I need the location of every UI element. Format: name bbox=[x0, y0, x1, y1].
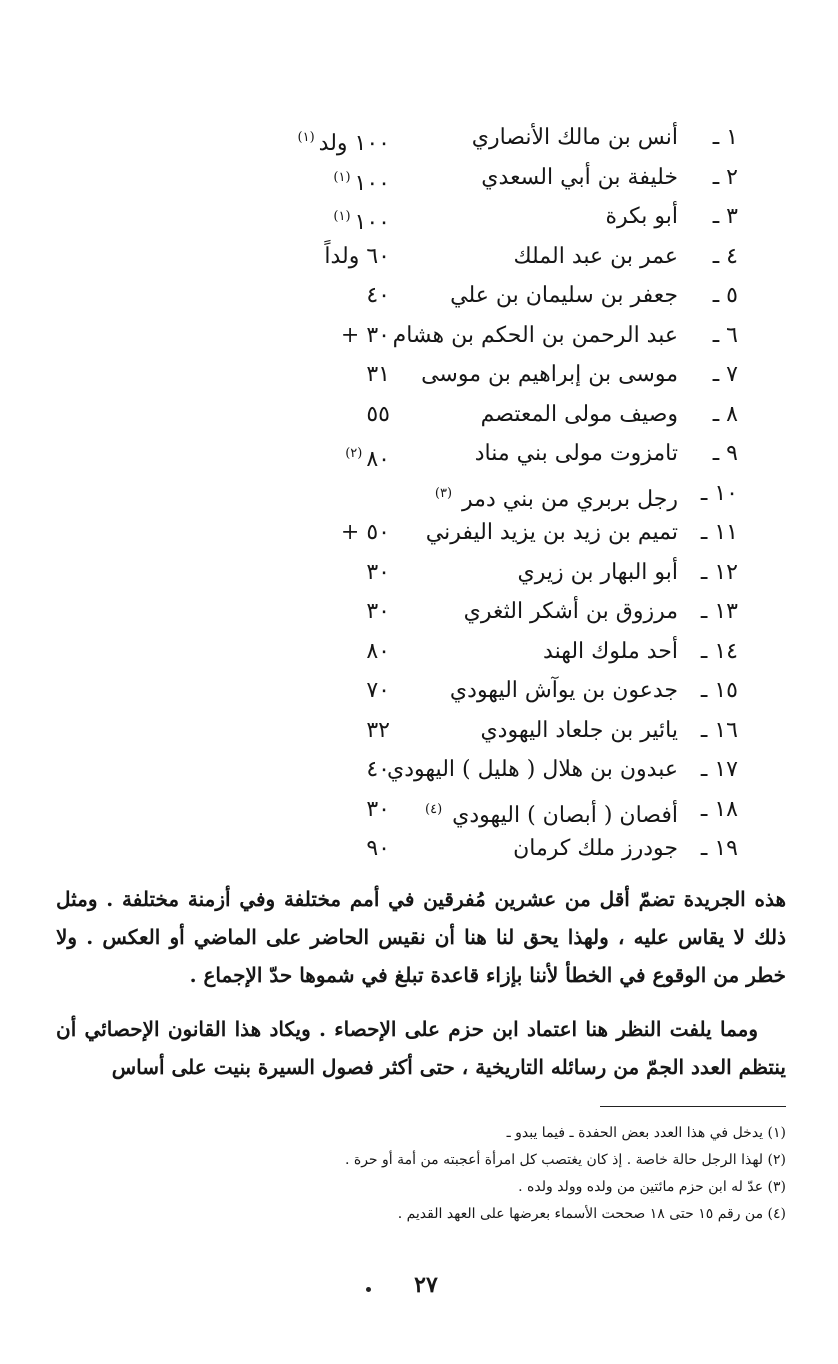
item-name-text: موسى بن إبراهيم بن موسى bbox=[421, 362, 678, 387]
item-count-text: ٨٠ bbox=[366, 638, 390, 664]
list-item bbox=[0, 474, 838, 514]
list-item bbox=[0, 355, 838, 395]
footnote-4: (٤) من رقم ١٥ حتى ١٨ صححت الأسماء بعرضها على العهد القديم . bbox=[397, 1206, 786, 1222]
item-name-text: عبدون بن هلال ( هليل ) اليهودي bbox=[387, 757, 678, 782]
item-name bbox=[475, 434, 678, 474]
footnote-2: (٢) لهذا الرجل حالة خاصة . إذ كان يغتصب كل امرأة أعجبته من أمة أو حرة . bbox=[344, 1152, 786, 1168]
item-count-text: ٣٠ bbox=[366, 796, 390, 822]
list-item bbox=[0, 553, 838, 593]
list-item bbox=[0, 632, 838, 672]
footnote-marker: (٢) bbox=[345, 446, 363, 461]
item-count-text: ٣٠ bbox=[366, 599, 390, 624]
list-item bbox=[0, 829, 838, 869]
page-number: ٢٧ bbox=[414, 1272, 438, 1298]
item-count bbox=[366, 395, 390, 435]
footnote-marker: (١) bbox=[333, 169, 351, 185]
item-name-text: جعفر بن سليمان بن علي bbox=[450, 283, 678, 308]
item-number: ١٨ ـ bbox=[700, 796, 738, 822]
item-count-text: ٤٠ bbox=[366, 283, 390, 308]
item-name bbox=[480, 711, 678, 751]
item-count-text: ٥٠ + bbox=[340, 520, 390, 545]
item-name bbox=[426, 513, 678, 553]
paragraph-1: هذه الجريدة تضمّ أقل من عشرين مُفرقين في أمم مختلفة وفي أزمنة مختلفة . ومثل ذلك لا يقاس عليه ، ولهذا يحق لنا هنا أن نقيس الحاضر على الماضي أو العكس . ولا خطر من الوقوع في الخطأ لأننا بإزاء قاعدة تبلغ في شموها حدّ الإجماع . bbox=[56, 887, 786, 987]
item-count bbox=[341, 316, 390, 356]
footnote-1: (١) يدخل في هذا العدد بعض الحفدة ـ فيما يبدو ـ bbox=[506, 1125, 786, 1141]
list-item bbox=[0, 197, 838, 237]
item-name-text: جودرز ملك كرمان bbox=[513, 836, 678, 861]
item-count-text: ٩٠ bbox=[366, 836, 390, 861]
item-count bbox=[324, 237, 390, 277]
item-count-text: ٤٠ bbox=[366, 757, 390, 782]
item-name bbox=[605, 197, 678, 237]
list-item bbox=[0, 434, 838, 474]
item-number: ٥ ـ bbox=[712, 283, 738, 308]
item-count bbox=[366, 632, 390, 672]
item-name bbox=[513, 237, 678, 277]
item-count bbox=[366, 790, 390, 830]
list-item bbox=[0, 592, 838, 632]
item-count-text: ٦٠ ولداً bbox=[324, 243, 390, 269]
list-item bbox=[0, 158, 838, 198]
footnotes bbox=[56, 1120, 786, 1228]
list-item bbox=[0, 790, 838, 830]
list-item bbox=[0, 237, 838, 277]
item-count bbox=[366, 276, 390, 316]
item-name bbox=[421, 355, 678, 395]
item-name-text: أحد ملوك الهند bbox=[543, 638, 678, 664]
ink-mark bbox=[366, 1287, 371, 1292]
list-item bbox=[0, 711, 838, 751]
item-name-text: عمر بن عبد الملك bbox=[513, 243, 678, 269]
item-count bbox=[366, 829, 390, 869]
item-count bbox=[366, 750, 390, 790]
item-name bbox=[481, 158, 678, 198]
footnote-3: (٣) عدّ له ابن حزم مائتين من ولده وولد ولده . bbox=[518, 1179, 786, 1195]
item-name bbox=[472, 118, 678, 158]
item-count bbox=[341, 513, 390, 553]
item-name-text: أبو البهار بن زيري bbox=[517, 559, 678, 585]
item-name bbox=[387, 750, 678, 790]
item-name-text: أنس بن مالك الأنصاري bbox=[471, 125, 678, 150]
item-number: ٨ ـ bbox=[712, 401, 738, 427]
item-count-text: ٣١ bbox=[366, 362, 390, 387]
item-name bbox=[513, 829, 678, 869]
item-name-text: عبد الرحمن بن الحكم بن هشام bbox=[392, 322, 678, 348]
item-name-text: يائير بن جلعاد اليهودي bbox=[480, 717, 678, 743]
item-number: ١٩ ـ bbox=[700, 836, 738, 861]
item-number: ٦ ـ bbox=[712, 322, 738, 348]
footnote-marker: (١) bbox=[333, 209, 351, 224]
item-name bbox=[450, 276, 678, 316]
footnote-marker: (٤) bbox=[425, 801, 443, 817]
item-name bbox=[450, 671, 678, 711]
item-number: ١٦ ـ bbox=[700, 717, 738, 743]
item-name-text: جدعون بن يوآش اليهودي bbox=[449, 678, 678, 703]
item-number: ١٧ ـ bbox=[700, 757, 738, 782]
item-number: ١٢ ـ bbox=[700, 559, 738, 585]
item-count bbox=[366, 553, 390, 593]
item-name-text: وصيف مولى المعتصم bbox=[480, 401, 678, 427]
item-count-text: ٣٠ bbox=[366, 559, 390, 585]
item-count-text: ٧٠ bbox=[366, 678, 390, 703]
item-count bbox=[366, 711, 390, 751]
footnote-marker: (٣) bbox=[434, 485, 453, 501]
list-item bbox=[0, 118, 838, 158]
item-count bbox=[366, 592, 390, 632]
item-name-text: رجل بربري من بني دمر bbox=[462, 486, 678, 512]
item-number: ٧ ـ bbox=[712, 362, 738, 387]
item-name-text: مرزوق بن أشكر الثغري bbox=[463, 599, 678, 624]
item-number: ١٠ ـ bbox=[700, 480, 738, 506]
footnote-marker: (١) bbox=[297, 130, 315, 145]
item-count-text: ٣٠ + bbox=[340, 322, 390, 348]
item-number: ١٤ ـ bbox=[700, 638, 738, 664]
footnote-separator bbox=[600, 1106, 786, 1107]
item-name-text: تميم بن زيد بن يزيد اليفرني bbox=[425, 520, 678, 545]
list-item bbox=[0, 276, 838, 316]
item-name bbox=[393, 316, 678, 356]
item-count bbox=[366, 355, 390, 395]
item-number: ٩ ـ bbox=[712, 441, 738, 466]
item-number: ١١ ـ bbox=[700, 520, 738, 545]
item-name bbox=[464, 592, 678, 632]
item-count-text: ١٠٠ bbox=[354, 210, 390, 235]
item-name-text: خليفة بن أبي السعدي bbox=[481, 164, 678, 190]
item-name bbox=[518, 553, 678, 593]
item-name-text: أفصان ( أبصان ) اليهودي bbox=[452, 802, 678, 828]
item-number: ٢ ـ bbox=[712, 164, 738, 190]
item-count-text: ١٠٠ ولد bbox=[318, 131, 390, 156]
list-item bbox=[0, 750, 838, 790]
item-number: ٣ ـ bbox=[712, 204, 738, 229]
item-count-text: ١٠٠ bbox=[354, 170, 390, 196]
item-number: ١٥ ـ bbox=[700, 678, 738, 703]
item-name bbox=[543, 632, 678, 672]
item-count-text: ٨٠ bbox=[366, 447, 390, 472]
offspring-list bbox=[0, 118, 838, 869]
paragraph-2: ومما يلفت النظر هنا اعتماد ابن حزم على الإحصاء . ويكاد هذا القانون الإحصائي أن ينتظم العدد الجمّ من رسائله التاريخية ، حتى أكثر فصول السيرة بنيت على أساس bbox=[56, 1017, 786, 1079]
item-count bbox=[366, 671, 390, 711]
item-name bbox=[481, 395, 678, 435]
item-name-text: تامزوت مولى بني مناد bbox=[474, 441, 678, 466]
item-count-text: ٣٢ bbox=[366, 717, 390, 743]
list-item bbox=[0, 316, 838, 356]
item-count-text: ٥٥ bbox=[366, 401, 390, 427]
item-number: ٤ ـ bbox=[712, 243, 738, 269]
list-item bbox=[0, 395, 838, 435]
item-number: ١٣ ـ bbox=[700, 599, 738, 624]
item-name-text: أبو بكرة bbox=[605, 204, 678, 229]
list-item bbox=[0, 513, 838, 553]
item-number: ١ ـ bbox=[712, 125, 738, 150]
list-item bbox=[0, 671, 838, 711]
